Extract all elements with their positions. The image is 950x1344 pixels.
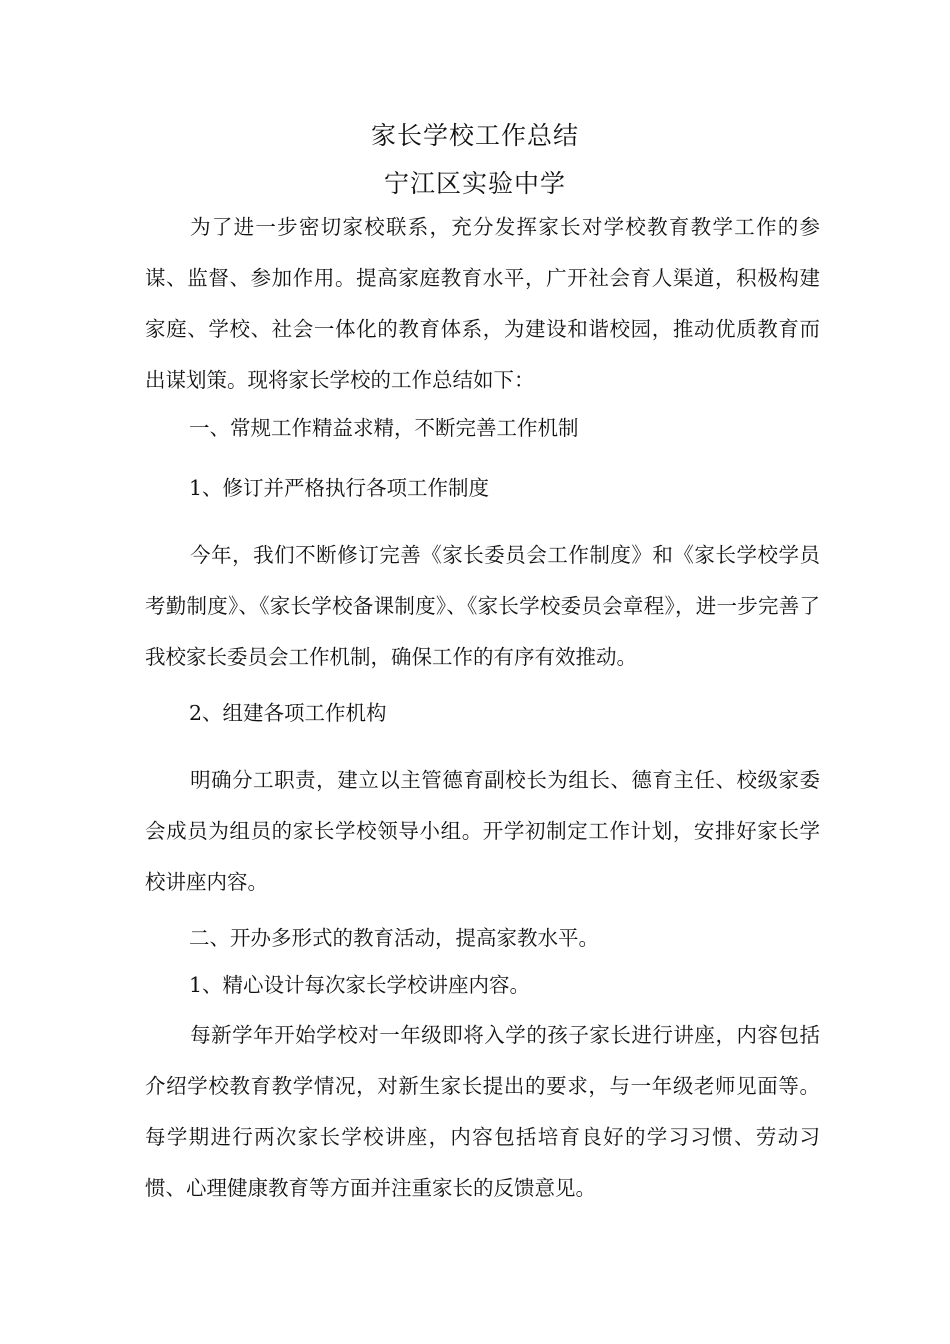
section-2-item-1-paragraph: 每新学年开始学校对一年级即将入学的孩子家长进行讲座，内容包括介绍学校教育教学情况，对新生家长提出的要求，与一年级老师见面等。每学期进行两次家长学校讲座，内容包括培育良好的学习习惯、劳动习惯、心理健康教育等方面并注重家长的反馈意见。 — [145, 1023, 820, 1200]
section-1-item-2-heading: 2、组建各项工作机构 — [189, 701, 387, 725]
section-1-item-1-paragraph: 今年，我们不断修订完善《家长委员会工作制度》和《家长学校学员考勤制度》、《家长学校备课制度》、《家长学校委员会章程》，进一步完善了我校家长委员会工作机制，确保工作的有序有效推动。 — [145, 543, 820, 669]
document-subtitle: 宁江区实验中学 — [383, 169, 566, 198]
document-title: 家长学校工作总结 — [370, 121, 579, 150]
section-2-item-1-heading: 1、精心设计每次家长学校讲座内容。 — [189, 973, 531, 997]
section-1-heading: 一、常规工作精益求精，不断完善工作机制 — [189, 416, 579, 440]
section-1-item-1-heading: 1、修订并严格执行各项工作制度 — [189, 476, 490, 500]
intro-paragraph: 为了进一步密切家校联系，充分发挥家长对学校教育教学工作的参谋、监督、参加作用。提高家庭教育水平，广开社会育人渠道，积极构建家庭、学校、社会一体化的教育体系，为建设和谐校园，推动优质教育而出谋划策。现将家长学校的工作总结如下： — [145, 215, 820, 392]
section-1-item-2-paragraph: 明确分工职责，建立以主管德育副校长为组长、德育主任、校级家委会成员为组员的家长学校领导小组。开学初制定工作计划，安排好家长学校讲座内容。 — [145, 768, 820, 894]
section-2-heading: 二、开办多形式的教育活动，提高家教水平。 — [189, 926, 599, 950]
